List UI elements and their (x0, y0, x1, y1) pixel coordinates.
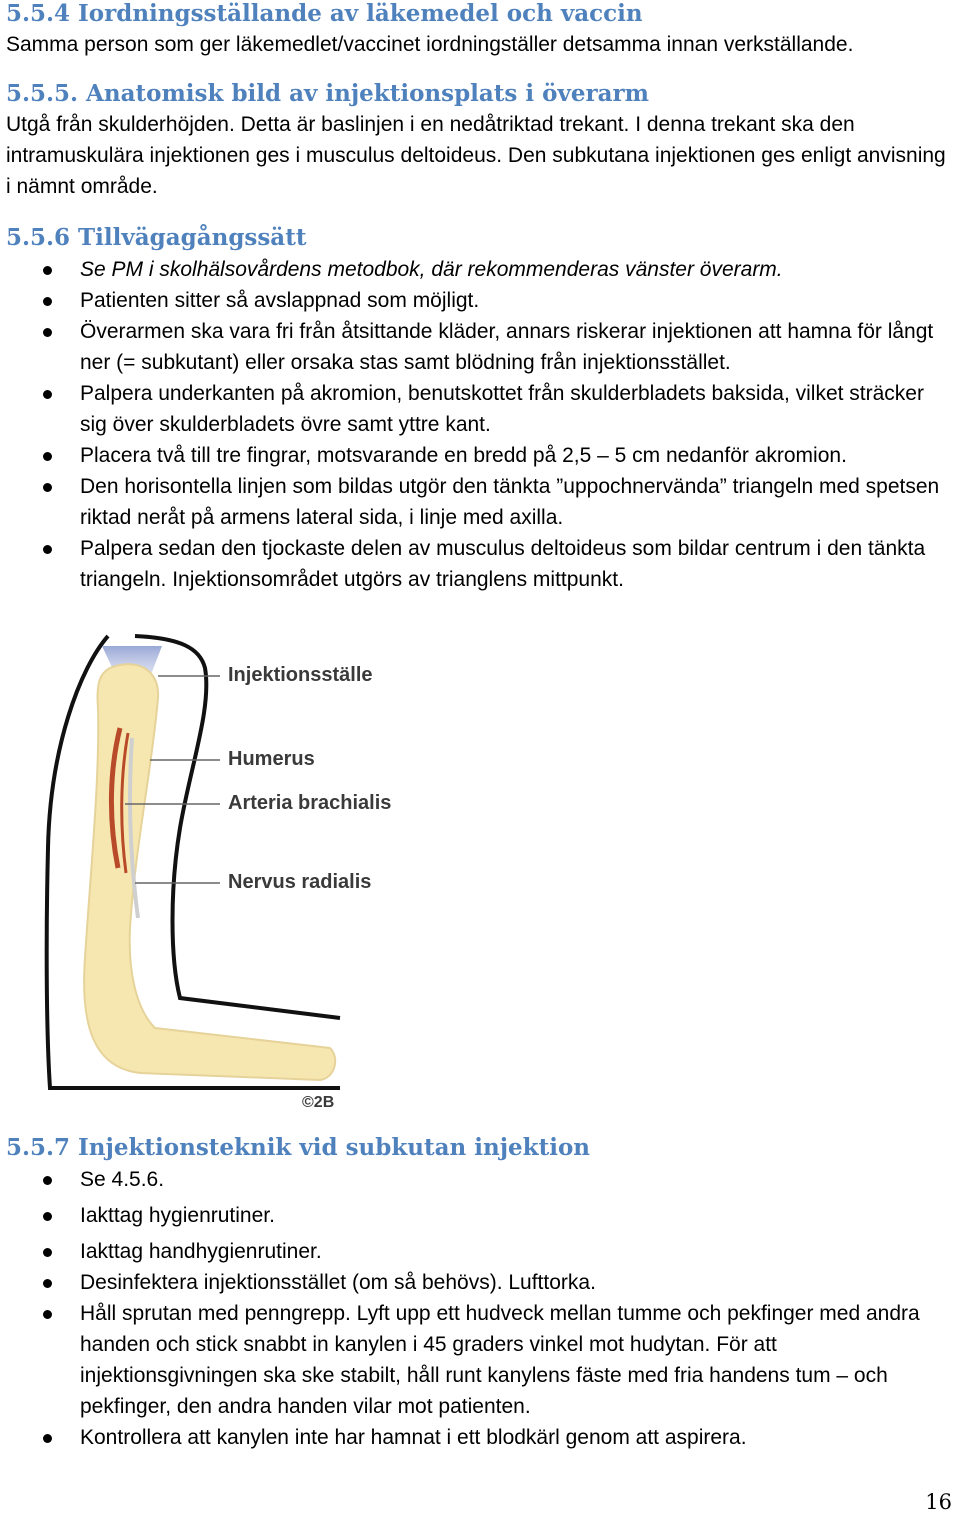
label-injection-site: Injektionsställe (228, 664, 373, 686)
list-item: Se PM i skolhälsovårdens metodbok, där rekommenderas vänster överarm. (0, 254, 960, 285)
list-item: Den horisontella linjen som bildas utgör den tänkta ”uppochnervända” triangeln med spetsen riktad neråt på armens lateral sida, i linje med axilla. (0, 471, 960, 533)
list-item: Palpera sedan den tjockaste delen av musculus deltoideus som bildar centrum i den tänkta triangeln. Injektionsområdet utgörs av trianglens mittpunkt. (0, 533, 960, 595)
list-item: Palpera underkanten på akromion, benutskottet från skulderbladets baksida, vilket sträcker sig över skulderbladets övre samt yttre kant. (0, 378, 960, 440)
section-heading: 5.5.4 Iordningsställande av läkemedel och vaccin (6, 0, 643, 27)
section-5-5-4 (0, 0, 960, 60)
bullet-list (0, 254, 960, 595)
label-nerve: Nervus radialis (228, 871, 372, 893)
list-item: Iakttag handhygienrutiner. (0, 1236, 960, 1267)
list-item: Kontrollera att kanylen inte har hamnat i ett blodkärl genom att aspirera. (0, 1422, 960, 1453)
list-item: Se 4.5.6. (0, 1164, 960, 1195)
section-paragraph: Samma person som ger läkemedlet/vaccinet iordningställer detsamma innan verkställande. (6, 33, 854, 56)
arm-anatomy-figure (40, 628, 420, 1118)
arm-outline-inner (135, 636, 340, 1018)
list-item: Iakttag hygienrutiner. (0, 1200, 960, 1231)
label-humerus: Humerus (228, 748, 315, 770)
list-item: Håll sprutan med penngrepp. Lyft upp ett hudveck mellan tumme och pekfinger med andra handen och stick snabbt in kanylen i 45 graders vinkel mot hudytan. För att injektionsgivningen ska ske stabilt, håll runt kanylens fäste med fria handens tum – och pekfinger, den andra handen vilar mot patienten. (0, 1298, 960, 1422)
list-item: Desinfektera injektionsstället (om så behövs). Lufttorka. (0, 1267, 960, 1298)
page-number: 16 (925, 1490, 952, 1514)
bullet-list (0, 1164, 960, 1453)
section-paragraph: Utgå från skulderhöjden. Detta är baslinjen i en nedåtriktad trekant. I denna trekant ska den intramuskulära injektionen ges i musculus deltoideus. Den subkutana injektionen ges enligt anvisning i nämnt område. (6, 113, 946, 198)
section-5-5-7 (0, 1134, 960, 1453)
section-5-5-5 (0, 80, 960, 202)
list-item: Överarmen ska vara fri från åtsittande kläder, annars riskerar injektionen att hamna för långt ner (= subkutant) eller orsaka stas samt blödning från injektionsstället. (0, 316, 960, 378)
section-heading: 5.5.6 Tillvägagångssätt (6, 224, 307, 251)
section-heading: 5.5.7 Injektionsteknik vid subkutan injektion (6, 1134, 591, 1161)
list-item: Placera två till tre fingrar, motsvarande en bredd på 2,5 – 5 cm nedanför akromion. (0, 440, 960, 471)
section-heading: 5.5.5. Anatomisk bild av injektionsplats i överarm (6, 80, 649, 107)
section-5-5-6 (0, 224, 960, 595)
label-artery: Arteria brachialis (228, 792, 392, 814)
figure-credit: ©2B (302, 1094, 335, 1111)
list-item: Patienten sitter så avslappnad som möjligt. (0, 285, 960, 316)
